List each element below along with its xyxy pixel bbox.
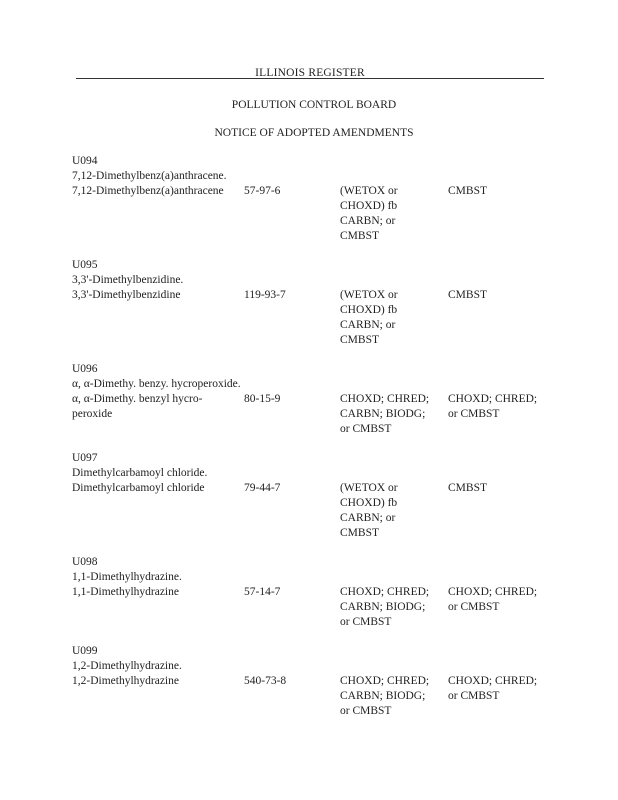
alternate-standard: CMBST — [448, 289, 487, 301]
cas-number: 57-97-6 — [244, 185, 281, 197]
constituent-name: 3,3'-Dimethylbenzidine — [72, 289, 181, 301]
waste-code-list — [72, 154, 572, 733]
cas-number: 79-44-7 — [244, 482, 281, 494]
waste-row — [72, 674, 572, 719]
waste-code: U099 — [72, 645, 98, 657]
alternate-standard: CHOXD; CHRED; or CMBST — [448, 586, 538, 613]
cas-number: 540-73-8 — [244, 675, 287, 687]
treatment-standard: (WETOX or CHOXD) fb CARBN; or CMBST — [340, 185, 398, 242]
waste-code: U097 — [72, 452, 98, 464]
waste-row — [72, 481, 572, 541]
waste-code: U098 — [72, 556, 98, 568]
alternate-standard: CMBST — [448, 185, 487, 197]
waste-row — [72, 392, 572, 437]
treatment-standard: CHOXD; CHRED; CARBN; BIODG; or CMBST — [340, 586, 430, 628]
waste-entry — [72, 362, 572, 437]
waste-heading: 1,1-Dimethylhydrazine. — [72, 571, 182, 583]
constituent-name: 7,12-Dimethylbenz(a)anthracene — [72, 185, 224, 197]
waste-heading: 3,3'-Dimethylbenzidine. — [72, 274, 184, 286]
waste-heading: 1,2-Dimethylhydrazine. — [72, 660, 182, 672]
waste-entry — [72, 154, 572, 244]
waste-entry — [72, 555, 572, 630]
treatment-standard: (WETOX or CHOXD) fb CARBN; or CMBST — [340, 289, 398, 346]
alternate-standard: CHOXD; CHRED; or CMBST — [448, 675, 538, 702]
board-title: POLLUTION CONTROL BOARD — [231, 99, 397, 111]
waste-entry — [72, 258, 572, 348]
treatment-standard: (WETOX or CHOXD) fb CARBN; or CMBST — [340, 482, 398, 539]
constituent-name: 1,2-Dimethylhydrazine — [72, 675, 179, 687]
cas-number: 57-14-7 — [244, 586, 281, 598]
register-title: ILLINOIS REGISTER — [255, 67, 365, 79]
constituent-name: α, α-Dimethy. benzyl hycro- peroxide — [72, 393, 203, 420]
waste-heading: α, α-Dimethy. benzy. hycroperoxide. — [72, 378, 241, 390]
waste-code: U094 — [72, 155, 98, 167]
waste-entry — [72, 451, 572, 541]
constituent-name: Dimethylcarbamoyl chloride — [72, 482, 205, 494]
alternate-standard: CHOXD; CHRED; or CMBST — [448, 393, 538, 420]
alternate-standard: CMBST — [448, 482, 487, 494]
waste-row — [72, 585, 572, 630]
waste-code: U096 — [72, 363, 98, 375]
register-header — [76, 66, 544, 81]
notice-title: NOTICE OF ADOPTED AMENDMENTS — [214, 127, 414, 139]
cas-number: 119-93-7 — [244, 289, 286, 301]
waste-row — [72, 288, 572, 348]
waste-entry — [72, 644, 572, 719]
waste-code: U095 — [72, 259, 98, 271]
constituent-name: 1,1-Dimethylhydrazine — [72, 586, 179, 598]
treatment-standard: CHOXD; CHRED; CARBN; BIODG; or CMBST — [340, 675, 430, 717]
waste-heading: Dimethylcarbamoyl chloride. — [72, 467, 208, 479]
waste-heading: 7,12-Dimethylbenz(a)anthracene. — [72, 170, 227, 182]
waste-row — [72, 184, 572, 244]
treatment-standard: CHOXD; CHRED; CARBN; BIODG; or CMBST — [340, 393, 430, 435]
cas-number: 80-15-9 — [244, 393, 281, 405]
